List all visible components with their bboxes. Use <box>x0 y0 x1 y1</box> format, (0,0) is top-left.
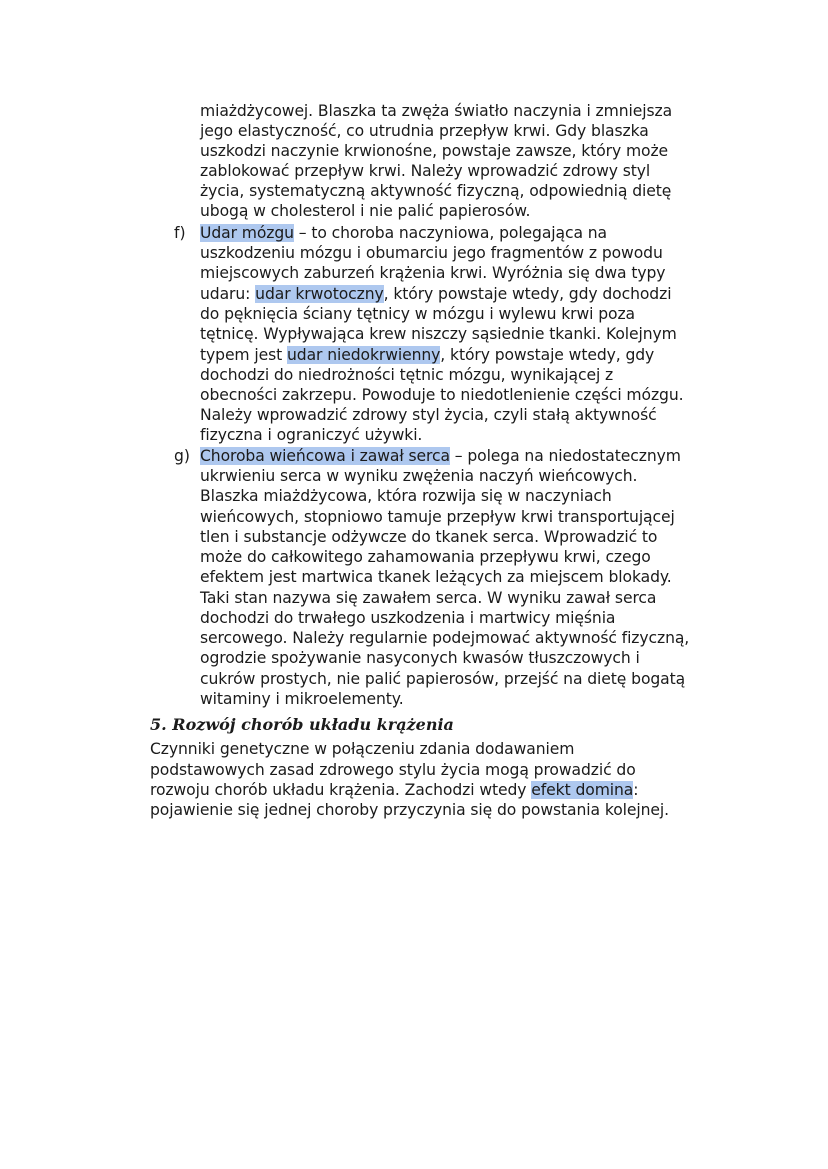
highlight-term: Choroba wieńcowa i zawał serca <box>200 447 450 465</box>
item-f-line: fizyczna i ograniczyć używki. <box>200 426 423 444</box>
item-e-line: ubogą w cholesterol i nie palić papierosów. <box>200 202 531 220</box>
item-f-line: obecności zakrzepu. Powoduje to niedotlenienie części mózgu. <box>200 386 684 404</box>
item-g-line: tlen i substancje odżywcze do tkanek serca. Wprowadzić to <box>200 528 658 546</box>
section-5-line: rozwoju chorób układu krążenia. Zachodzi wtedy efekt domina: <box>150 781 639 799</box>
item-g-line: Taki stan nazywa się zawałem serca. W wyniku zawał serca <box>200 589 657 607</box>
item-g-line: ukrwieniu serca w wyniku zwężenia naczyń wieńcowych. <box>200 467 638 485</box>
item-f-line: Należy wprowadzić zdrowy styl życia, czyli stałą aktywność <box>200 406 657 424</box>
highlight-term: efekt domina <box>531 781 634 799</box>
item-g-line: Choroba wieńcowa i zawał serca – polega na niedostatecznym <box>200 447 681 465</box>
item-f-line: Udar mózgu – to choroba naczyniowa, polegająca na <box>200 224 608 242</box>
item-f-line: tętnicę. Wypływająca krew niszczy sąsiednie tkanki. Kolejnym <box>200 325 677 343</box>
highlight-term: udar niedokrwienny <box>287 346 441 364</box>
item-e-line: życia, systematyczną aktywność fizyczną, odpowiednią dietę <box>200 182 672 200</box>
item-e-line: uszkodzi naczynie krwionośne, powstaje zawsze, który może <box>200 142 669 160</box>
item-g-line: może do całkowitego zahamowania przepływu krwi, czego <box>200 548 651 566</box>
item-f-line: do pęknięcia ściany tętnicy w mózgu i wylewu krwi poza <box>200 305 636 323</box>
item-g-line: witaminy i mikroelementy. <box>200 690 404 708</box>
list-marker-f: f) <box>174 224 186 242</box>
section-5-line: Czynniki genetyczne w połączeniu zdania dodawaniem <box>150 740 575 758</box>
item-f-line: typem jest udar niedokrwienny, który powstaje wtedy, gdy <box>200 346 655 364</box>
item-f-line: uszkodzeniu mózgu i obumarciu jego fragmentów z powodu <box>200 244 663 262</box>
highlight-term: udar krwotoczny <box>255 285 384 303</box>
list-marker-g: g) <box>174 447 190 465</box>
section-5-line: podstawowych zasad zdrowego stylu życia mogą prowadzić do <box>150 761 636 779</box>
item-e-line: zablokować przepływ krwi. Należy wprowadzić zdrowy styl <box>200 162 651 180</box>
item-g-line: dochodzi do trwałego uszkodzenia i martwicy mięśnia <box>200 609 616 627</box>
section-5-line: pojawienie się jednej choroby przyczynia się do powstania kolejnej. <box>150 801 669 819</box>
section-heading: 5. Rozwój chorób układu krążenia <box>150 715 454 734</box>
item-f-line: miejscowych zaburzeń krążenia krwi. Wyróżnia się dwa typy <box>200 264 666 282</box>
highlight-term: Udar mózgu <box>200 224 294 242</box>
item-f-line: dochodzi do niedrożności tętnic mózgu, wynikającej z <box>200 366 614 384</box>
item-g-line: efektem jest martwica tkanek leżących za miejscem blokady. <box>200 568 672 586</box>
item-g-line: wieńcowych, stopniowo tamuje przepływ krwi transportującej <box>200 508 675 526</box>
item-e-line: jego elastyczność, co utrudnia przepływ krwi. Gdy blaszka <box>200 122 649 140</box>
item-g-line: cukrów prostych, nie palić papierosów, przejść na dietę bogatą <box>200 670 686 688</box>
item-f-line: udaru: udar krwotoczny, który powstaje wtedy, gdy dochodzi <box>200 285 672 303</box>
item-g-line: sercowego. Należy regularnie podejmować aktywność fizyczną, <box>200 629 690 647</box>
item-g-line: ogrodzie spożywanie nasyconych kwasów tłuszczowych i <box>200 649 640 667</box>
item-e-line: miażdżycowej. Blaszka ta zwęża światło naczynia i zmniejsza <box>200 102 673 120</box>
item-g-line: Blaszka miażdżycowa, która rozwija się w naczyniach <box>200 487 612 505</box>
